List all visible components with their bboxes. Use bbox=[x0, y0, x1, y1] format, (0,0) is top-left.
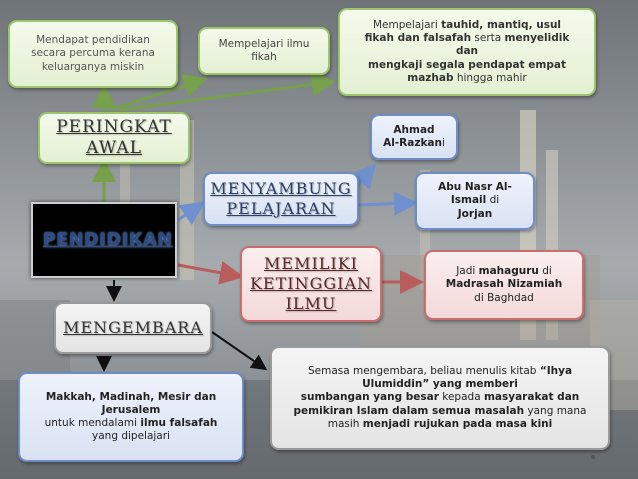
semasa-line-5b: menjadi rujukan pada masa kini bbox=[362, 417, 553, 430]
ahmad-line-2a: Al-Razkan bbox=[383, 137, 442, 149]
abu-nasr-line-1 bbox=[438, 181, 512, 194]
abu-nasr-line-2 bbox=[451, 194, 499, 207]
peringkat-awal-title-2: AWAL bbox=[86, 138, 142, 158]
peringkat-awal-box bbox=[38, 112, 190, 164]
note-tauhid-line-3-text: dan bbox=[455, 45, 479, 58]
makkah-line-3 bbox=[45, 417, 218, 430]
semasa-line-3a: sumbangan yang besar bbox=[300, 391, 439, 404]
makkah-line-2 bbox=[102, 404, 161, 417]
makkah-line-3a: untuk mendalami bbox=[44, 417, 141, 429]
note-tauhid-line-5a: mazhab bbox=[407, 71, 454, 84]
semasa-line-1b: “Ihya bbox=[539, 365, 573, 378]
makkah-line-1 bbox=[46, 391, 216, 404]
makkah-line-1-text: Makkah, Madinah, Mesir dan bbox=[45, 390, 217, 403]
makkah-line-3b: ilmu falsafah bbox=[140, 417, 218, 429]
note-percuma-box bbox=[8, 20, 178, 88]
ahmad-line-2b: i bbox=[442, 137, 445, 149]
note-tauhid-line-1 bbox=[373, 19, 561, 32]
semasa-line-3b: kepada bbox=[438, 391, 484, 404]
semasa-line-5 bbox=[328, 418, 553, 431]
ahmad-line-1-text: Ahmad bbox=[393, 123, 435, 136]
arrow-to-abu-nasr bbox=[358, 203, 412, 205]
note-percuma-line-3: keluarganya miskin bbox=[41, 60, 145, 73]
memiliki-title-1: MEMILIKI bbox=[264, 254, 358, 273]
note-ilmu-fikah-line-2: fikah bbox=[251, 51, 277, 63]
note-tauhid-line-1a: Mempelajari bbox=[372, 19, 442, 32]
note-tauhid-line-1b: tauhid, mantiq, usul bbox=[441, 19, 562, 32]
mahaguru-line-1c: di bbox=[538, 265, 552, 278]
ahmad-line-2 bbox=[383, 137, 445, 150]
note-tauhid-line-4-text: mengkaji segala pendapat empat bbox=[368, 58, 566, 71]
semasa-box bbox=[270, 346, 610, 450]
arrow-to-ahmad bbox=[358, 168, 372, 185]
makkah-line-4-text: yang dipelajari bbox=[92, 430, 170, 443]
semasa-line-1a: Semasa mengembara, beliau menulis kitab bbox=[307, 365, 540, 378]
abu-nasr-line-3 bbox=[458, 208, 492, 221]
ahmad-line-1 bbox=[393, 124, 434, 137]
makkah-box bbox=[18, 372, 244, 462]
mahaguru-line-2-text: Madrasah Nizamiah bbox=[445, 278, 563, 291]
menyambung-title-2: PELAJARAN bbox=[226, 199, 336, 218]
abu-nasr-line-1-text: Abu Nasr Al- bbox=[438, 181, 512, 194]
note-ilmu-fikah-line-1: Mempelajari ilmu bbox=[218, 37, 310, 50]
semasa-line-3 bbox=[301, 391, 580, 404]
semasa-line-4 bbox=[294, 405, 587, 418]
mahaguru-line-2 bbox=[446, 278, 562, 291]
arrow-to-semasa bbox=[212, 332, 264, 368]
arrow-to-memiliki bbox=[178, 265, 238, 276]
mahaguru-line-3-text: di Baghdad bbox=[474, 291, 534, 304]
memiliki-title-2: KETINGGIAN bbox=[249, 274, 373, 293]
note-tauhid-line-3 bbox=[456, 45, 478, 58]
note-tauhid-line-2c: menyelidik bbox=[504, 32, 570, 45]
abu-nasr-line-2a: Ismail bbox=[450, 194, 487, 207]
peringkat-awal-title-1: PERINGKAT bbox=[56, 116, 172, 137]
note-tauhid-box bbox=[338, 8, 596, 96]
mahaguru-box bbox=[424, 250, 584, 320]
pendidikan-box bbox=[31, 202, 177, 278]
mahaguru-line-1 bbox=[456, 265, 552, 278]
ahmad-box bbox=[370, 114, 458, 160]
semasa-line-2 bbox=[362, 378, 518, 391]
arrow-to-menyambung bbox=[178, 205, 200, 220]
mengembara-box bbox=[54, 302, 212, 354]
makkah-line-4 bbox=[92, 430, 170, 443]
mahaguru-line-1a: Jadi bbox=[456, 265, 479, 278]
abu-nasr-line-3-text: Jorjan bbox=[457, 207, 493, 220]
note-tauhid-line-5 bbox=[407, 72, 526, 85]
note-tauhid-line-2 bbox=[365, 32, 570, 45]
mahaguru-line-1b: mahaguru bbox=[478, 265, 539, 278]
mahaguru-line-3 bbox=[474, 292, 534, 305]
semasa-line-4a: pemikiran Islam dalam semua masalah bbox=[293, 404, 525, 417]
pendidikan-label: PENDIDIKAN bbox=[43, 230, 173, 250]
menyambung-box bbox=[203, 172, 359, 226]
note-tauhid-line-2b: serta bbox=[471, 32, 505, 45]
memiliki-box bbox=[240, 246, 382, 322]
semasa-line-2-text: Ulumiddin” yang memberi bbox=[362, 378, 518, 391]
note-tauhid-line-4 bbox=[368, 59, 566, 72]
makkah-line-2-text: Jerusalem bbox=[101, 403, 161, 416]
note-percuma-line-1: Mendapat pendidikan bbox=[36, 34, 150, 47]
note-percuma-line-2: secara percuma kerana bbox=[31, 47, 155, 60]
semasa-line-1 bbox=[308, 365, 572, 378]
semasa-line-3c: masyarakat dan bbox=[483, 391, 580, 404]
slide-dot bbox=[591, 455, 595, 459]
note-tauhid-line-2a: fikah dan falsafah bbox=[364, 32, 472, 45]
memiliki-title-3: ILMU bbox=[285, 294, 337, 313]
abu-nasr-box bbox=[415, 172, 535, 230]
semasa-line-5a: masih bbox=[327, 417, 363, 430]
menyambung-title-1: MENYAMBUNG bbox=[210, 179, 352, 198]
abu-nasr-line-2b: di bbox=[486, 194, 500, 207]
mengembara-title: MENGEMBARA bbox=[63, 318, 203, 337]
semasa-line-4b: yang mana bbox=[524, 404, 587, 417]
note-tauhid-line-5b: hingga mahir bbox=[453, 71, 527, 84]
note-ilmu-fikah-box bbox=[198, 27, 330, 75]
